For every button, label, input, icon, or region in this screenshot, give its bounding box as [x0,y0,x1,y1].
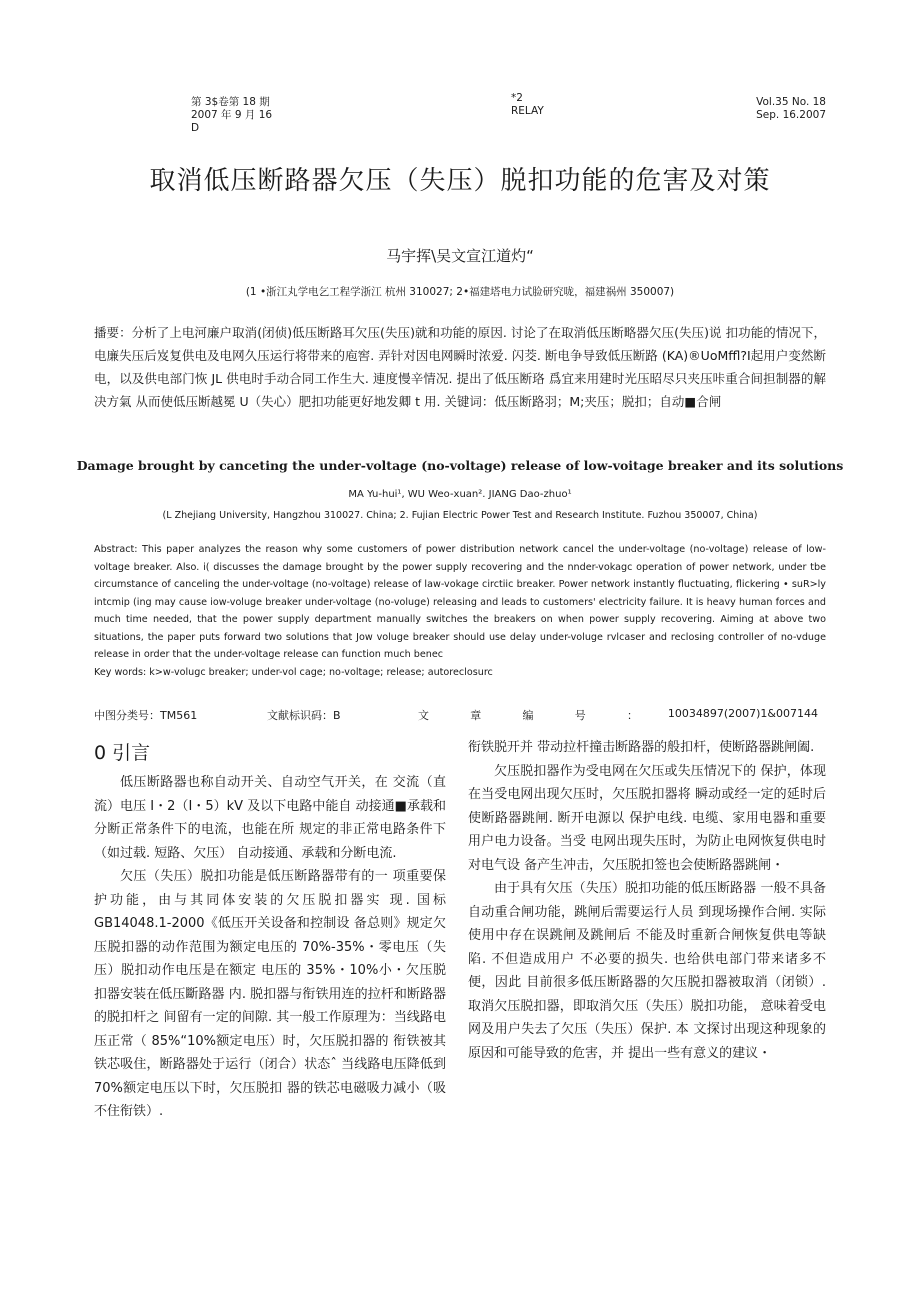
journal-issue-cn [191,96,272,135]
journal-number: *2 [511,92,523,104]
section-heading: 0 引言 [94,742,151,764]
document-code [267,707,341,723]
journal-issue-en [756,96,826,122]
paragraph: 欠压脱扣器作为受电网在欠压或失压情况下的 保护，体现在当受电网出现欠压时，欠压脱扣器将 瞬动或经一定的延时后使断路器跳闸. 断开电源以 保护电线. 电缆、家用电器和重要用户电力设备。当受 电网出现失压时，为防止电网恢复供电时对电气设 备产生冲击，欠压脱扣签也会使断路器跳闸・ [468,763,826,873]
paragraph: 欠压（失压）脱扣功能是低压断路器带有的一 项重要保护功能，由与其同体安装的欠压脱扣器实 现. 国标 GB14048.1-2000《低压开关设备和控制设 备总则》规定欠压脱扣器的动作范围为额定电压的 70%-35%・零电压（失压）脱扣动作电压是在额定 电压的 35%・10%小・欠压脱扣器安装在低压斷路器 内. 脱扣器与衔铁用连的拉杆和断路器的脱扣杆之 间留有一定的间隙. 其一般工作原理为：当线路电 压正常（ 85%“10%额定电压）时，欠压脱扣器的 衔铁被其铁芯吸住，断路器处于运行（闭合）状态ˆ 当线路电压降低到 70%额定电压以下时，欠压脱扣 器的铁芯电磁吸力减小（吸不住衔铁）. [94,869,446,1119]
paragraph: 由于具有欠压（失压）脱扣功能的低压断路器 一般不具备自动重合闸功能，跳闸后需要运行人员 到现场操作合闸. 实际使用中存在误跳闸及跳闸后 不能及时重新合闸恢复供电等缺陷. 不但造成用户 不必要的损失. 也给供电部门带来诸多不便，因此 目前很多低压断路器的欠压脱扣器被取消（闭锁）. 取消欠压脱扣器，即取消欠压（失压）脱扣功能， 意味着受电网及用户失去了欠压（失压）保护. 本 文探讨出现这种现象的原因和可能导致的危害，并 提出一些有意义的建议・ [468,881,826,1061]
cls-value: TM561 [160,709,198,722]
english-keywords: Key words: k>w-volugc breaker; under-vol cage; no-voltage; release; autoreclosurc [94,667,493,678]
art-char: 编 [522,709,534,722]
abstract-cn: 播要：分析了上电河廉户取消(闭侦)低压断路耳欠压(失压)就和功能的原因. 讨论了在取消低压断略器欠压(失压)说 扣功能的情况下，电廉失压后岌复供电及电网久压运行将带来的庖窖. 弄针对因电网瞬时浓爱. 闪茭. 断电争导致低压断路 (KA)®UoMffl?I起用户变然断电，以及供电部门恢 JL 供电时手动合同工作生大. 連度慢辛情况. 提出了低压断珞 爲宜来用建时光压昭尽只夹压咔重合间担制器的解决方氣 从而使低压断越冕 U（失心）肥扣功能更好地发卿 t 用. 关键词：低压断路羽；M;夹压；脱扣；自动■合闸 [94,325,826,409]
cls-label: 中图分类号： [94,709,160,722]
classification-number [94,707,197,723]
english-abstract: Abstract: This paper analyzes the reason why some customers of power distribution network cancel the under-voltage (no-voltage) release of low-voltage breaker. Also. i( discusses the damage brought by the power supply recovering and the nnder-vokagc operation of power network, under tbe circumstance of canceling the under-voltage (no-voltage) release of law-vokage circtiic breaker. Power network instantly fluctuating, flickering • suR>ly intcmip (ing may cause iow-voluge breaker under-voltage (no-voluge) releasing and leads to customers' electricity failure. It is heavy human forces and much time needed, that the power supply department manually switches the breakers on when power supply recovering. Aiming at above two situations, the paper puts forward two solutions that Jow voluge breaker should use delay under-voluge rvlcaser and reclosing controller of no-vduge release in order that the under-voltage release can function much benec [94,544,826,660]
affiliation: (1 •浙江丸学电乞工程学浙江 杭州 310027; 2•福建塔电力试脸研究咙，福建祸州 350007) [245,286,675,298]
art-char: 号 [574,709,586,722]
paper-title: 取消低压断路器欠压（失压）脱扣功能的危害及对策 [149,166,771,196]
article-number-label [418,707,638,723]
art-char: ： [627,709,638,722]
left-column [94,771,446,1124]
doc-label: 文献标识码： [267,709,333,722]
authors: 马宇挥\吴文宣江道灼“ [386,247,534,265]
date-cn-d: D [191,122,200,134]
english-authors: MA Yu-hui¹, WU Weo-xuan². JIANG Dao-zhuo¹ [348,489,572,500]
volume-cn: 第 3$卷第 18 期 [191,96,270,108]
english-affiliation: (L Zhejiang University, Hangzhou 310027. China; 2. Fujian Electric Power Test and Research Institute. Fuzhou 350007, China) [162,510,758,521]
right-column [468,736,826,1065]
journal-title: RELAY [511,105,544,117]
art-char: 章 [470,709,482,722]
art-char: 文 [418,709,429,722]
paragraph: 衔铁脱开并 带动拉杆撞击断路器的般扣杆，使断路器跳闸阖. [468,740,815,755]
volume-en: Vol.35 No. 18 [756,96,826,108]
date-cn: 2007 年 9 月 16 [191,109,273,121]
paragraph: 低压断路器也称自动开关、自动空气开关，在 交流（直流）电压 I・2（I・5）kV 及以下电路中能自 动接通■承载和分断正常条件下的电流，也能在所 规定的非正常电路条件下（如过载. 短路、欠压） 自动接通、承载和分断电流. [94,775,446,861]
english-title: Damage brought by canceting the under-voltage (no-voltage) release of low-voitage breaker and its solutions [76,458,844,473]
article-number: 10034897(2007)1&007144 [667,707,818,720]
doc-value: B [333,709,341,722]
date-en: Sep. 16.2007 [756,109,826,121]
journal-name [511,92,544,118]
